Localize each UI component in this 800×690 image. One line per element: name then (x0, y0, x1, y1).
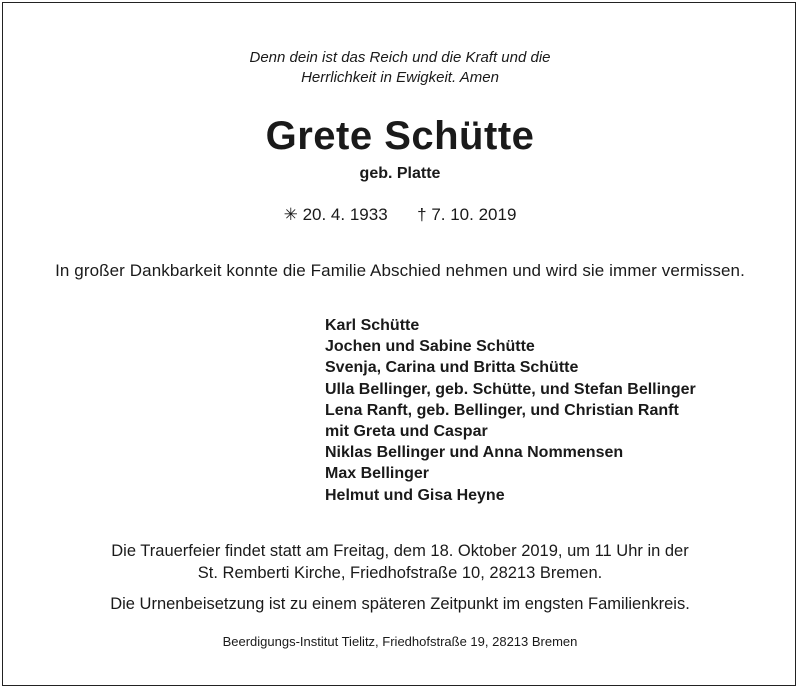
verse-line-2: Herrlichkeit in Ewigkeit. Amen (301, 69, 499, 86)
mourner: Niklas Bellinger und Anna Nommensen (325, 444, 624, 462)
bible-verse (0, 48, 800, 88)
death-date: 7. 10. 2019 (431, 205, 517, 224)
life-dates (0, 205, 800, 225)
deceased-name: Grete Schütte (265, 114, 535, 158)
gratitude-text: In großer Dankbarkeit konnte die Familie Abschied nehmen und wird sie immer vermissen. (55, 261, 745, 280)
mourner: Max Bellinger (325, 465, 430, 483)
birth-star-icon: ✳ (283, 205, 298, 224)
funeral-info (0, 540, 800, 584)
mourner: Lena Ranft, geb. Bellinger, und Christian Ranft (325, 401, 679, 419)
mourner: Karl Schütte (325, 317, 420, 334)
funeral-line-2: St. Remberti Kirche, Friedhofstraße 10, 28213 Bremen. (197, 564, 603, 582)
mourner: Jochen und Sabine Schütte (325, 338, 535, 356)
undertaker-info: Beerdigungs-Institut Tielitz, Friedhofstraße 19, 28213 Bremen (222, 634, 578, 649)
mourner: mit Greta und Caspar (325, 423, 488, 441)
birth-date: 20. 4. 1933 (302, 205, 388, 224)
funeral-line-1: Die Trauerfeier findet statt am Freitag, dem 18. Oktober 2019, um 11 Uhr in der (111, 542, 689, 560)
mourner: Ulla Bellinger, geb. Schütte, und Stefan Bellinger (325, 380, 696, 398)
verse-line-1: Denn dein ist das Reich und die Kraft und die (249, 49, 551, 66)
urn-burial-info: Die Urnenbeisetzung ist zu einem späteren Zeitpunkt im engsten Familienkreis. (110, 595, 690, 613)
death-cross-icon: † (417, 205, 427, 224)
birth-name: geb. Platte (359, 165, 441, 182)
mourner: Svenja, Carina und Britta Schütte (325, 359, 579, 377)
mourners-list (325, 315, 696, 506)
mourner: Helmut und Gisa Heyne (325, 486, 505, 504)
